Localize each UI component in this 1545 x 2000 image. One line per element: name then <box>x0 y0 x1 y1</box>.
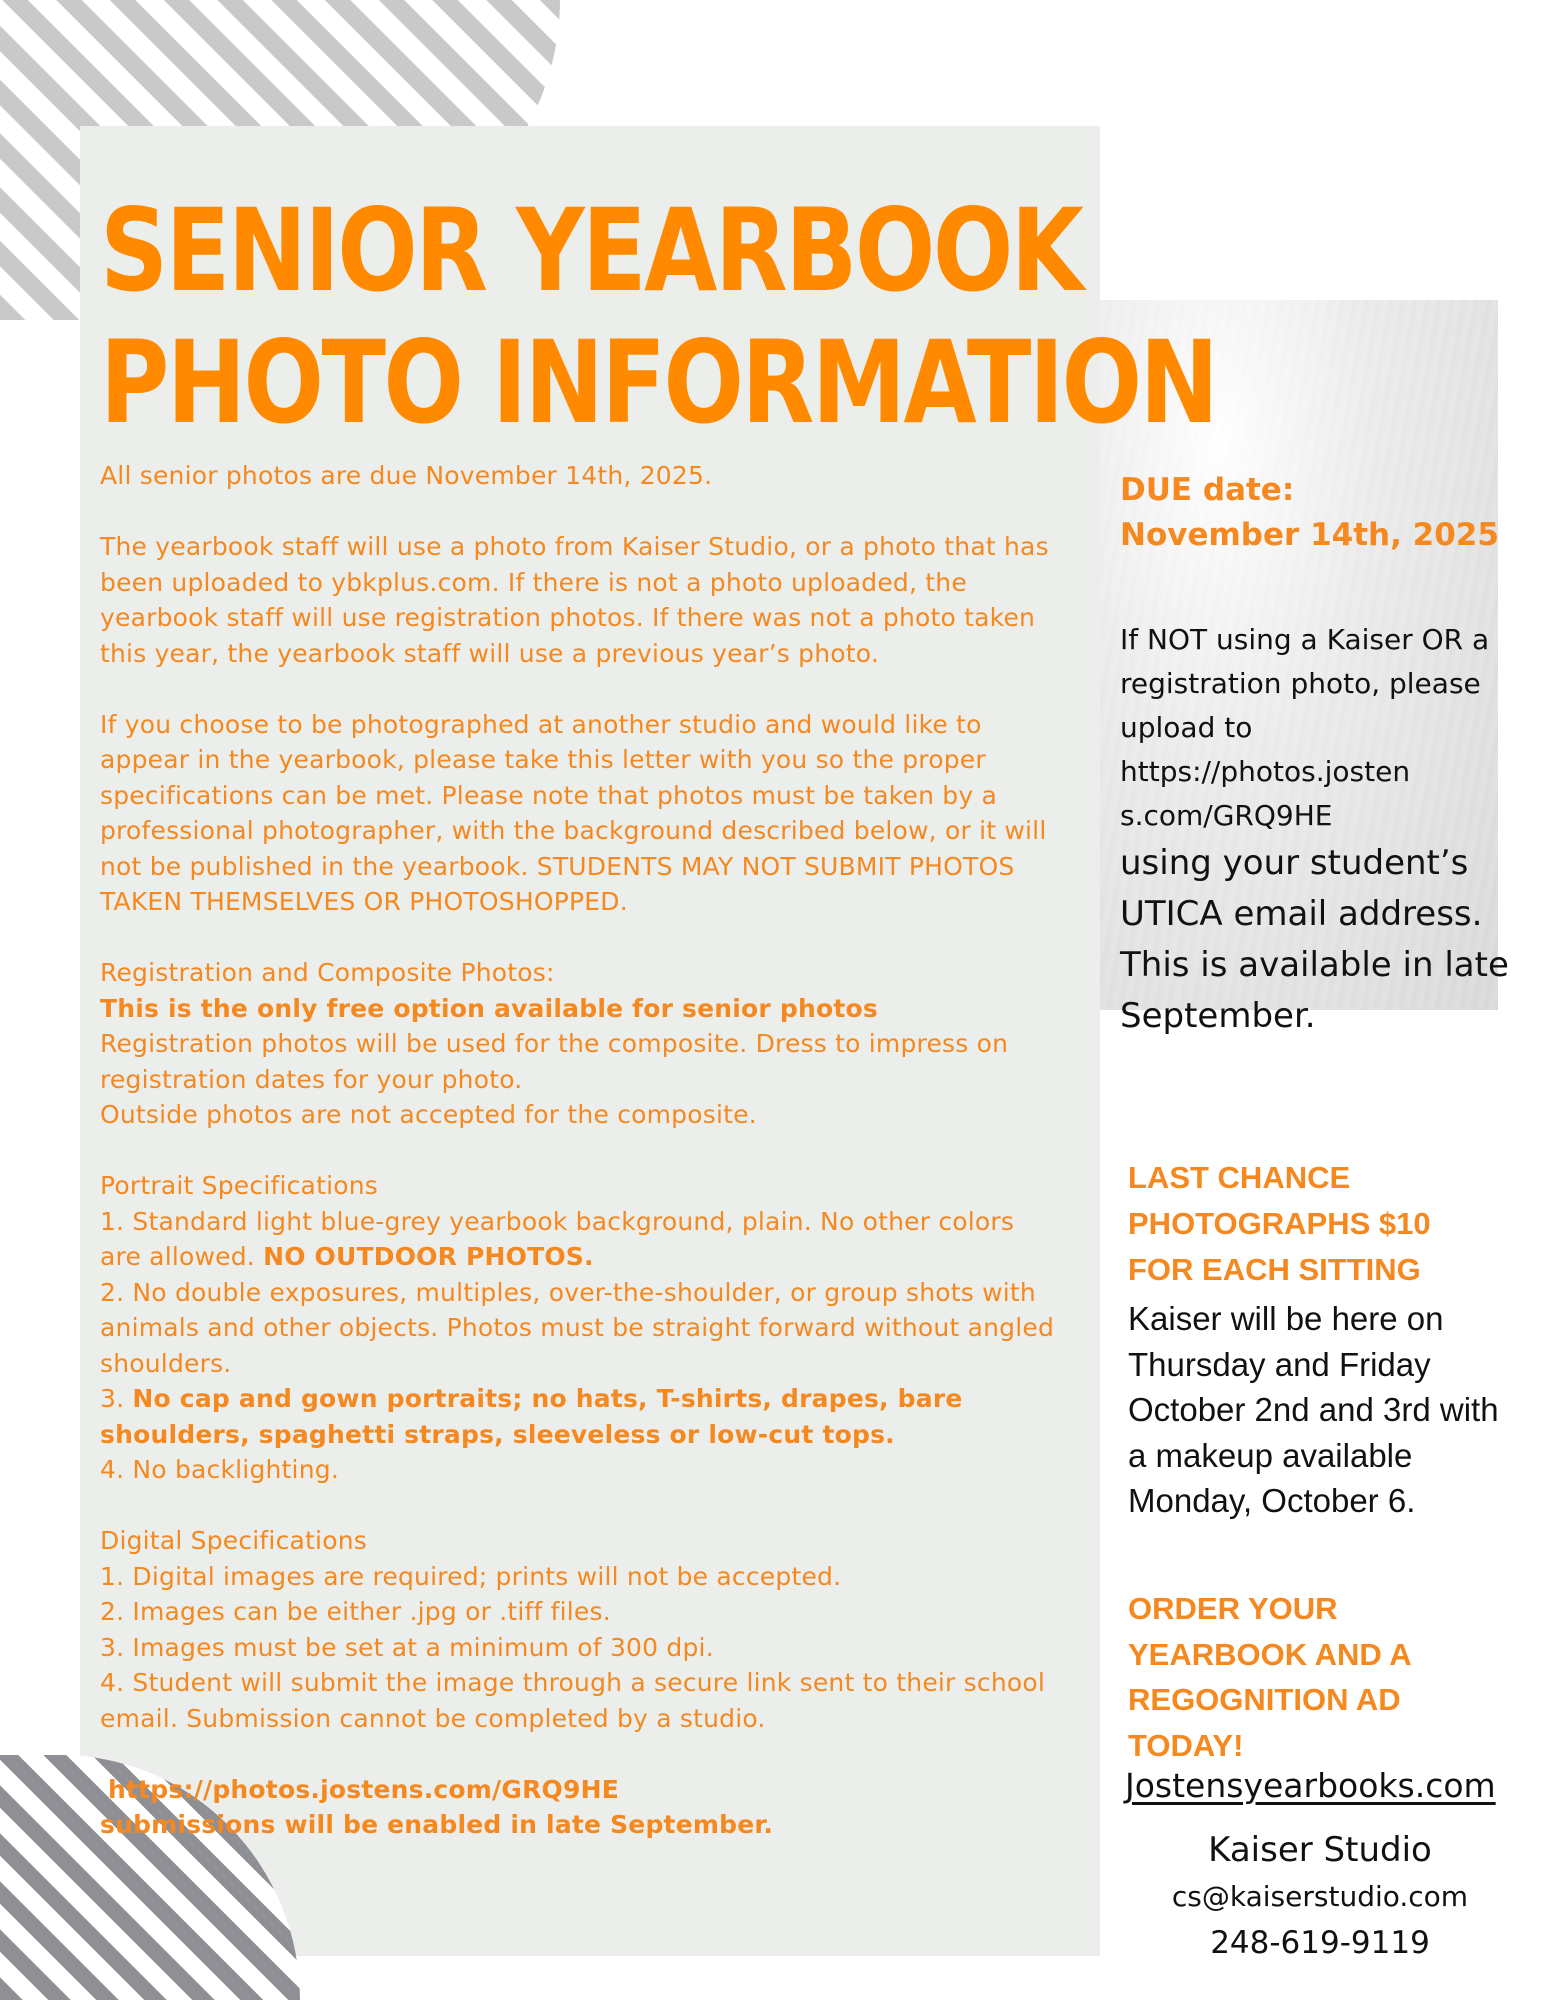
registration-detail: Registration photos will be used for the composite. Dress to impress on registration dates for your photo. <box>100 1029 1009 1094</box>
portrait-section <box>100 1168 1060 1488</box>
submission-link[interactable]: https://photos.jostens.com/GRQ9HE <box>108 1774 620 1804</box>
digital-item-1: 1. Digital images are required; prints will not be accepted. <box>100 1561 842 1591</box>
upload-link-part-1[interactable]: https://photos.josten <box>1120 755 1411 788</box>
submission-note: submissions will be enabled in late September. <box>100 1810 774 1839</box>
digital-heading: Digital Specifications <box>100 1526 367 1555</box>
portrait-item-4: 4. No backlighting. <box>100 1455 339 1484</box>
utica-email-note: using your student’s UTICA email address. This is available in late September. <box>1120 843 1509 1036</box>
title-line-1: SENIOR YEARBOOK <box>100 184 1082 317</box>
studio-email[interactable]: cs@kaiserstudio.com <box>1171 1880 1469 1913</box>
order-yearbook-heading <box>1128 1586 1518 1768</box>
portrait-item-1 <box>100 1204 1060 1275</box>
digital-item-3: 3. Images must be set at a minimum of 300 dpi. <box>100 1632 714 1662</box>
photo-policy: The yearbook staff will use a photo from Kaiser Studio, or a photo that has been uploaded to ybkplus.com. If there is not a photo uploaded, the yearbook staff will use registration photos. If there was not a photo taken this year, the yearbook staff will use a previous year’s photo. <box>100 532 1049 668</box>
studio-phone: 248-619-9119 <box>1210 1925 1430 1961</box>
order-line-4: TODAY! <box>1128 1727 1244 1763</box>
main-body <box>100 458 1060 1843</box>
portrait-item-3-num: 3. <box>100 1384 133 1413</box>
free-option-note: This is the only free option available for senior photos <box>100 993 878 1023</box>
last-chance-heading <box>1128 1155 1518 1293</box>
kaiser-visit-dates: Kaiser will be here on Thursday and Friday October 2nd and 3rd with a makeup available Monday, October 6. <box>1128 1300 1499 1519</box>
title-line-2: PHOTO INFORMATION <box>100 316 1217 449</box>
portrait-item-3-bold: No cap and gown portraits; no hats, T-shirts, drapes, bare shoulders, spaghetti straps, sleeveless or low-cut tops. <box>100 1384 963 1449</box>
portrait-heading: Portrait Specifications <box>100 1171 378 1200</box>
portrait-item-1-text: 1. Standard light blue-grey yearbook background, plain. No other colors are allowed. <box>100 1206 1015 1271</box>
composite-note: Outside photos are not accepted for the composite. <box>100 1100 757 1129</box>
order-line-1: ORDER YOUR <box>1128 1591 1338 1626</box>
order-line-2: YEARBOOK AND A <box>1128 1636 1412 1672</box>
upload-link-part-2[interactable]: s.com/GRQ9HE <box>1120 799 1333 832</box>
digital-section <box>100 1523 1060 1736</box>
last-chance-line-1: LAST CHANCE <box>1128 1160 1351 1195</box>
studio-contact <box>1120 1826 1520 1966</box>
upload-text: If NOT using a Kaiser OR a registration photo, please upload to <box>1120 623 1490 744</box>
registration-section <box>100 955 1060 1133</box>
portrait-item-1-bold: NO OUTDOOR PHOTOS. <box>263 1242 594 1271</box>
portrait-item-3 <box>100 1381 1060 1452</box>
order-line-3: REGOGNITION AD <box>1128 1682 1401 1717</box>
digital-item-2: 2. Images can be either .jpg or .tiff files. <box>100 1597 611 1626</box>
digital-item-4: 4. Student will submit the image through a secure link sent to their school email. Submission cannot be completed by a studio. <box>100 1668 1046 1733</box>
other-studio-note: If you choose to be photographed at another studio and would like to appear in the yearbook, please take this letter with you so the proper specifications can be met. Please note that photos must be taken by a professional photographer, with the background described below, or it will not be published in the yearbook. STUDENTS MAY NOT SUBMIT PHOTOS TAKEN THEMSELVES OR PHOTOSHOPPED. <box>100 709 1047 916</box>
portrait-item-2: 2. No double exposures, multiples, over-the-shoulder, or group shots with animals and other objects. Photos must be straight forward without angled shoulders. <box>100 1277 1055 1378</box>
page-title <box>100 185 1216 449</box>
submission-section <box>100 1772 1060 1843</box>
jostens-yearbooks-link[interactable]: Jostensyearbooks.com <box>1125 1766 1496 1805</box>
registration-heading: Registration and Composite Photos: <box>100 958 555 987</box>
due-statement: All senior photos are due November 14th, 2025. <box>100 461 713 490</box>
last-chance-line-3: FOR EACH SITTING <box>1128 1252 1421 1287</box>
due-date-value: November 14th, 2025 <box>1120 517 1499 553</box>
studio-name: Kaiser Studio <box>1208 1830 1432 1870</box>
upload-link[interactable] <box>1120 750 1510 838</box>
last-chance-line-2: PHOTOGRAPHS $10 <box>1128 1206 1431 1241</box>
due-date-heading <box>1120 468 1510 558</box>
upload-instructions <box>1120 618 1510 1042</box>
due-date-label: DUE date: <box>1120 472 1295 508</box>
